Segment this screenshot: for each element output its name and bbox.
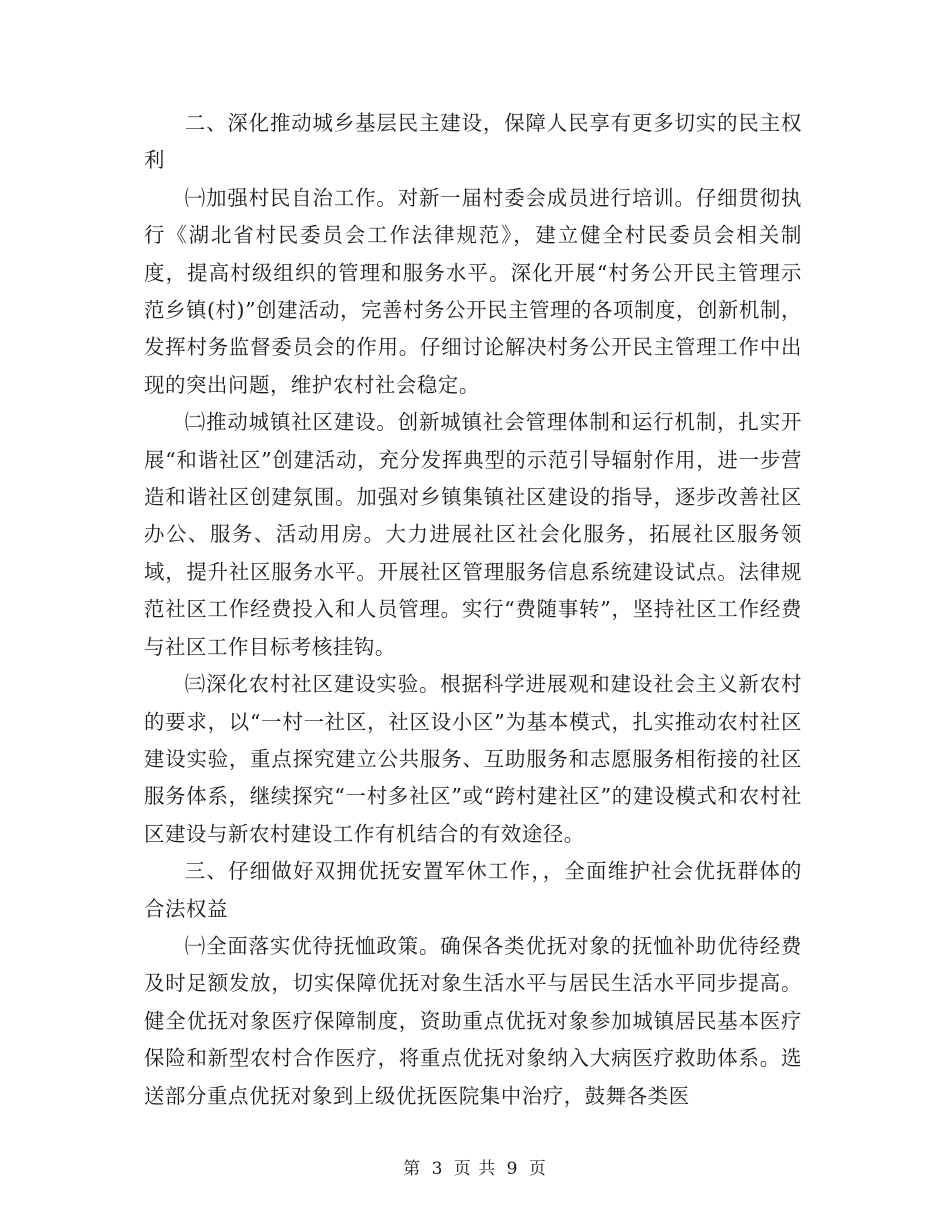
paragraph-village-autonomy: ㈠加强村民自治工作。对新一届村委会成员进行培训。仔细贯彻执行《湖北省村民委员会工作法律规范》，建立健全村民委员会相关制度，提高村级组织的管理和服务水平。深化开展“村务公开民主管理示范乡镇(村)”创建活动，完善村务公开民主管理的各项制度，创新机制，发挥村务监督委员会的作用。仔细讨论解决村务公开民主管理工作中出现的突出问题，维护农村社会稳定。 bbox=[144, 185, 802, 397]
paragraph-preferential-policy: ㈠全面落实优待抚恤政策。确保各类优抚对象的抚恤补助优待经费及时足额发放，切实保障优抚对象生活水平与居民生活水平同步提高。健全优抚对象医疗保障制度，资助重点优抚对象参加城镇居民基本医疗保险和新型农村合作医疗，将重点优抚对象纳入大病医疗救助体系。选送部分重点优抚对象到上级优抚医院集中治疗，鼓舞各类医 bbox=[144, 933, 802, 1108]
footer-prefix: 第 bbox=[403, 1159, 422, 1179]
footer-middle: 页 共 bbox=[453, 1159, 497, 1179]
document-body bbox=[144, 105, 802, 1115]
paragraph-urban-community: ㈡推动城镇社区建设。创新城镇社会管理体制和运行机制，扎实开展“和谐社区”创建活动，充分发挥典型的示范引导辐射作用，进一步营造和谐社区创建氛围。加强对乡镇集镇社区建设的指导，逐步改善社区办公、服务、活动用房。大力进展社区社会化服务，拓展社区服务领域，提升社区服务水平。开展社区管理服务信息系统建设试点。法律规范社区工作经费投入和人员管理。实行“费随事转”，坚持社区工作经费与社区工作目标考核挂钩。 bbox=[144, 410, 802, 659]
paragraph-rural-community: ㈢深化农村社区建设实验。根据科学进展观和建设社会主义新农村的要求，以“一村一社区，社区设小区”为基本模式，扎实推动农村社区建设实验，重点探究建立公共服务、互助服务和志愿服务相衔接的社区服务体系，继续探究“一村多社区”或“跨村建社区”的建设模式和农村社区建设与新农村建设工作有机结合的有效途径。 bbox=[144, 672, 802, 846]
footer-suffix: 页 bbox=[528, 1159, 547, 1179]
total-page-number: 9 bbox=[506, 1159, 519, 1179]
section-heading-3: 三、仔细做好双拥优抚安置军休工作，，全面维护社会优抚群体的合法权益 bbox=[144, 859, 802, 921]
page-number-footer bbox=[0, 1154, 950, 1179]
section-heading-2: 二、深化推动城乡基层民主建设，保障人民享有更多切实的民主权利 bbox=[144, 111, 802, 173]
current-page-number: 3 bbox=[431, 1159, 444, 1179]
